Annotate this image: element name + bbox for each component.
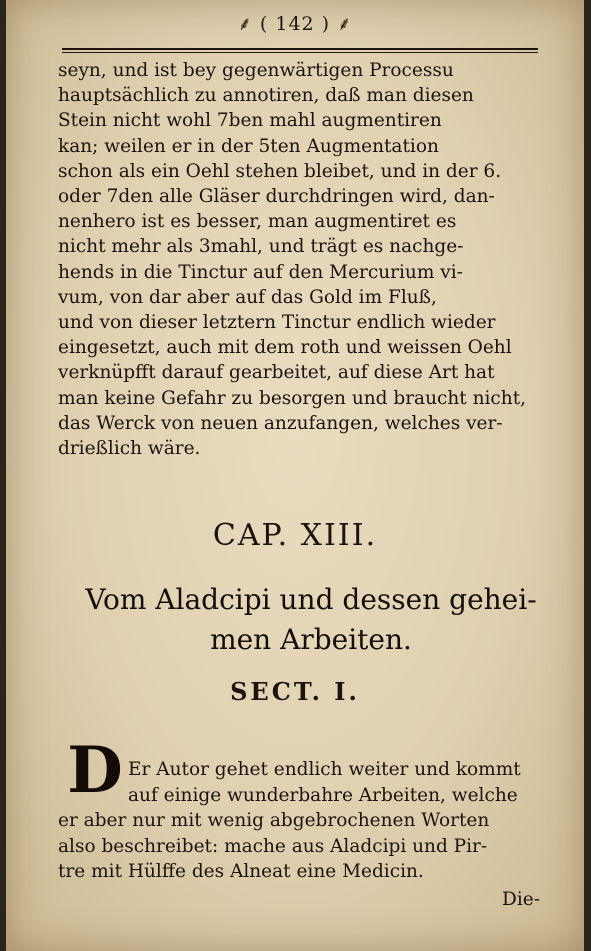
chapter-title: CAP. XIII. [212, 518, 378, 553]
text-line: nenhero ist es besser, man augmentiret es [58, 211, 457, 233]
text-line: Stein nicht wohl 7ben mahl augmentiren [58, 110, 442, 132]
book-page [6, 0, 584, 951]
text-line: verknüpfft darauf gearbeitet, auf diese Art hat [58, 362, 495, 384]
page-number-header: ⸙ ( 142 ) ⸙ [237, 13, 353, 35]
text-line: hauptsächlich zu annotiren, daß man diesen [58, 85, 474, 107]
text-line: das Werck von neuen anzufangen, welches ver- [58, 412, 503, 434]
text-line: eingesetzt, auch mit dem roth und weissen Oehl [58, 337, 512, 359]
text-line: kan; weilen er in der 5ten Augmentation [58, 135, 439, 157]
text-line: also beschreibet: mache aus Aladcipi und Pir- [58, 835, 488, 857]
text-line: und von dieser letztern Tinctur endlich wieder [58, 312, 496, 334]
text-line: seyn, und ist bey gegenwärtigen Processu [58, 60, 454, 81]
body-paragraph [58, 58, 550, 461]
chapter-subtitle-line: men Arbeiten. [210, 623, 412, 656]
chapter-subtitle-line: Vom Aladcipi und dessen gehei- [85, 583, 537, 616]
text-line: schon als ein Oehl stehen bleibet, und in der 6. [58, 160, 502, 182]
drop-cap-initial: D [67, 733, 123, 808]
section-title: SECT. I. [230, 677, 360, 706]
text-line: tre mit Hülffe des Alneat eine Medicin. [58, 861, 424, 882]
text-line: oder 7den alle Gläser durchdringen wird, dan- [58, 186, 495, 208]
text-line: vum, von dar aber auf das Gold im Fluß, [58, 286, 437, 308]
text-line: Er Autor gehet endlich weiter und kommt [128, 759, 521, 780]
text-line: nicht mehr als 3mahl, und trägt es nachge- [58, 236, 464, 258]
text-line: hends in die Tinctur auf den Mercurium vi- [58, 261, 463, 283]
text-line: er aber nur mit wenig abgebrochenen Worten [58, 810, 490, 831]
section-paragraph [58, 757, 552, 885]
catchword: Die- [502, 889, 540, 910]
text-line: drießlich wäre. [58, 438, 201, 460]
text-line: man keine Gefahr zu besorgen und braucht nicht, [58, 387, 527, 409]
header-rule [62, 48, 538, 53]
chapter-subtitle [76, 580, 546, 660]
text-line: auf einige wunderbahre Arbeiten, welche [128, 784, 518, 806]
